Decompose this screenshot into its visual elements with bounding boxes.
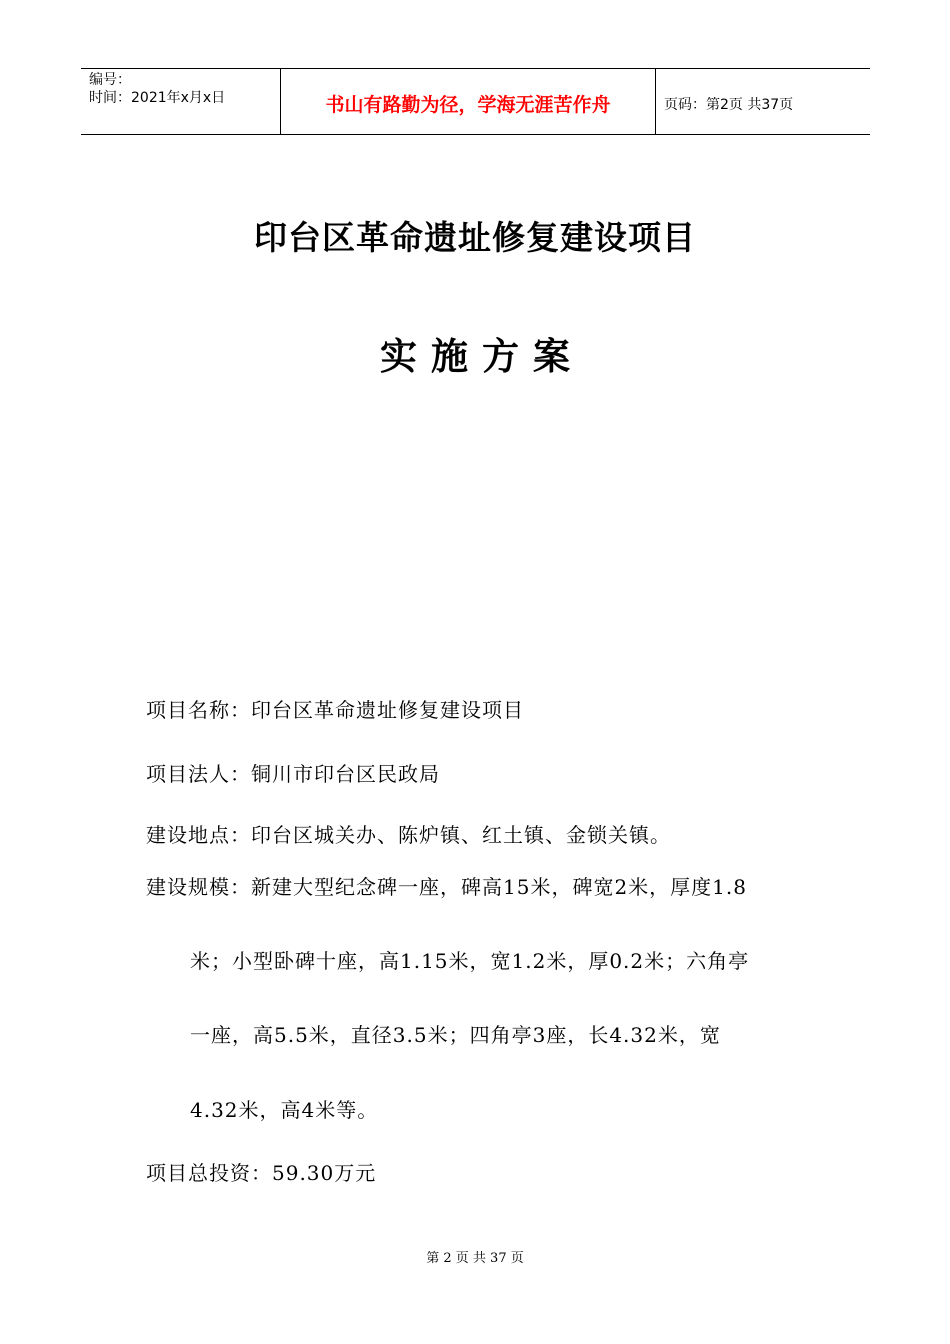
- header-motto: 书山有路勤为径，学海无涯苦作舟: [281, 69, 656, 134]
- total-investment-line: 项目总投资：59.30万元: [146, 1161, 377, 1185]
- construction-site-line: 建设地点：印台区城关办、陈炉镇、红土镇、金锁关镇。: [146, 823, 671, 847]
- construction-scale-cont-3: 4.32米，高4米等。: [190, 1098, 379, 1122]
- project-legal-person-line: 项目法人：铜川市印台区民政局: [146, 762, 440, 786]
- project-name-line: 项目名称：印台区革命遗址修复建设项目: [146, 698, 524, 722]
- page-footer: 第 2 页 共 37 页: [426, 1251, 524, 1266]
- document-subtitle: 实施方案: [380, 335, 584, 378]
- construction-scale-line: 建设规模：新建大型纪念碑一座，碑高15米，碑宽2米，厚度1.8: [146, 875, 747, 899]
- document-title: 印台区革命遗址修复建设项目: [254, 218, 696, 257]
- header-page-info: 页码：第2页 共37页: [664, 96, 794, 113]
- document-time-label: 时间：2021年x月x日: [89, 90, 226, 106]
- document-number-label: 编号：: [89, 72, 131, 88]
- construction-scale-cont-1: 米；小型卧碑十座，高1.15米，宽1.2米，厚0.2米；六角亭: [190, 949, 750, 973]
- construction-scale-cont-2: 一座，高5.5米，直径3.5米；四角亭3座，长4.32米，宽: [190, 1023, 721, 1047]
- page-header: [81, 68, 870, 135]
- header-meta: [81, 69, 281, 134]
